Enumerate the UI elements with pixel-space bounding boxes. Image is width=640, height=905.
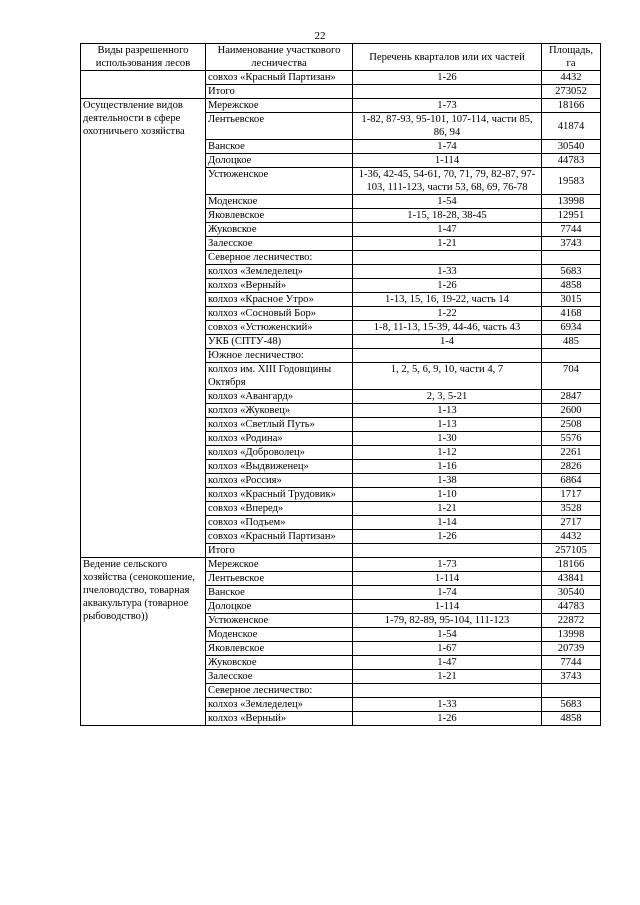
forestry-name-cell: совхоз «Красный Партизан» [206,71,353,85]
area-cell: 2717 [542,516,601,530]
quarters-cell [353,251,542,265]
use-type-cell: Ведение сельского хозяйства (сенокошение, пчеловодство, товарная аквакультура (товарное рыбоводство)) [81,558,206,726]
area-cell: 43841 [542,572,601,586]
quarters-cell: 2, 3, 5-21 [353,390,542,404]
header-quarters: Перечень кварталов или их частей [353,44,542,71]
forestry-name-cell: Итого [206,85,353,99]
area-cell: 2826 [542,460,601,474]
quarters-cell [353,684,542,698]
header-use-type: Виды разрешенного использования лесов [81,44,206,71]
header-area: Площадь, га [542,44,601,71]
forestry-name-cell: Долоцкое [206,154,353,168]
quarters-cell: 1-21 [353,502,542,516]
page-number: 22 [314,30,326,42]
area-cell: 485 [542,335,601,349]
area-cell: 44783 [542,154,601,168]
quarters-cell: 1-26 [353,530,542,544]
forestry-name-cell: Мережское [206,99,353,113]
area-cell: 4432 [542,530,601,544]
forestry-name-cell: Мережское [206,558,353,572]
forestry-name-cell: Долоцкое [206,600,353,614]
quarters-cell: 1-74 [353,140,542,154]
area-cell: 5683 [542,698,601,712]
quarters-cell: 1-47 [353,656,542,670]
table-row [81,558,601,572]
quarters-cell: 1-26 [353,712,542,726]
forestry-name-cell: колхоз «Россия» [206,474,353,488]
quarters-cell: 1-22 [353,307,542,321]
table-header-row [81,44,601,71]
quarters-cell: 1-26 [353,71,542,85]
forestry-name-cell: Яковлевское [206,642,353,656]
area-cell: 2600 [542,404,601,418]
quarters-cell: 1-13 [353,404,542,418]
quarters-cell: 1-30 [353,432,542,446]
forestry-name-cell: Моденское [206,195,353,209]
area-cell: 6934 [542,321,601,335]
area-cell: 3528 [542,502,601,516]
forestry-name-cell: колхоз «Родина» [206,432,353,446]
forestry-name-cell: Северное лесничество: [206,251,353,265]
forestry-name-cell: Яковлевское [206,209,353,223]
quarters-cell: 1-14 [353,516,542,530]
area-cell: 3015 [542,293,601,307]
area-cell: 1717 [542,488,601,502]
quarters-cell: 1-10 [353,488,542,502]
forestry-name-cell: совхоз «Красный Партизан» [206,530,353,544]
quarters-cell: 1-54 [353,628,542,642]
quarters-cell [353,544,542,558]
forestry-name-cell: Ванское [206,586,353,600]
area-cell: 6864 [542,474,601,488]
forestry-name-cell: колхоз «Жуковец» [206,404,353,418]
forestry-name-cell: колхоз «Верный» [206,712,353,726]
quarters-cell: 1-16 [353,460,542,474]
forestry-name-cell: Жуковское [206,223,353,237]
quarters-cell: 1-21 [353,670,542,684]
area-cell: 19583 [542,168,601,195]
area-cell: 2847 [542,390,601,404]
area-cell: 5683 [542,265,601,279]
quarters-cell: 1-33 [353,265,542,279]
quarters-cell: 1, 2, 5, 6, 9, 10, части 4, 7 [353,363,542,390]
area-cell: 2261 [542,446,601,460]
quarters-cell: 1-74 [353,586,542,600]
forestry-name-cell: Устюженское [206,614,353,628]
area-cell: 4858 [542,279,601,293]
area-cell: 18166 [542,558,601,572]
forest-use-table [80,43,601,726]
table-body [81,71,601,726]
forestry-name-cell: УКБ (СПТУ-48) [206,335,353,349]
area-cell: 4168 [542,307,601,321]
quarters-cell: 1-54 [353,195,542,209]
quarters-cell: 1-79, 82-89, 95-104, 111-123 [353,614,542,628]
area-cell: 13998 [542,628,601,642]
quarters-cell: 1-13, 15, 16, 19-22, часть 14 [353,293,542,307]
quarters-cell: 1-12 [353,446,542,460]
area-cell: 22872 [542,614,601,628]
quarters-cell: 1-114 [353,572,542,586]
forestry-name-cell: колхоз «Красное Утро» [206,293,353,307]
quarters-cell: 1-47 [353,223,542,237]
quarters-cell: 1-21 [353,237,542,251]
quarters-cell: 1-38 [353,474,542,488]
quarters-cell: 1-82, 87-93, 95-101, 107-114, части 85, 86, 94 [353,113,542,140]
forestry-name-cell: совхоз «Устюженский» [206,321,353,335]
forestry-name-cell: колхоз «Красный Трудовик» [206,488,353,502]
forestry-name-cell: колхоз «Авангард» [206,390,353,404]
table-row [81,71,601,85]
forestry-name-cell: Залесское [206,237,353,251]
area-cell [542,251,601,265]
quarters-cell: 1-73 [353,558,542,572]
area-cell: 257105 [542,544,601,558]
use-type-cell: Осуществление видов деятельности в сфере охотничьего хозяйства [81,99,206,558]
forestry-name-cell: колхоз «Земледелец» [206,698,353,712]
area-cell: 4432 [542,71,601,85]
forestry-name-cell: Устюженское [206,168,353,195]
forestry-name-cell: колхоз «Сосновый Бор» [206,307,353,321]
forestry-name-cell: совхоз «Вперед» [206,502,353,516]
forestry-name-cell: Жуковское [206,656,353,670]
quarters-cell [353,349,542,363]
area-cell: 13998 [542,195,601,209]
area-cell: 3743 [542,670,601,684]
forestry-name-cell: колхоз «Выдвиженец» [206,460,353,474]
quarters-cell: 1-114 [353,600,542,614]
area-cell: 4858 [542,712,601,726]
header-forestry-name: Наименование участкового лесничества [206,44,353,71]
forestry-name-cell: Итого [206,544,353,558]
quarters-cell: 1-4 [353,335,542,349]
area-cell: 30540 [542,140,601,154]
forestry-name-cell: совхоз «Подъем» [206,516,353,530]
area-cell: 2508 [542,418,601,432]
area-cell: 41874 [542,113,601,140]
area-cell: 5576 [542,432,601,446]
forestry-name-cell: Залесское [206,670,353,684]
quarters-cell: 1-26 [353,279,542,293]
forestry-name-cell: Ванское [206,140,353,154]
area-cell: 44783 [542,600,601,614]
quarters-cell: 1-33 [353,698,542,712]
table-row [81,99,601,113]
forestry-name-cell: колхоз им. XIII Годовщины Октября [206,363,353,390]
quarters-cell: 1-36, 42-45, 54-61, 70, 71, 79, 82-87, 97-103, 111-123, части 53, 68, 69, 76-78 [353,168,542,195]
area-cell: 18166 [542,99,601,113]
forestry-name-cell: Моденское [206,628,353,642]
area-cell: 7744 [542,223,601,237]
area-cell: 273052 [542,85,601,99]
quarters-cell: 1-13 [353,418,542,432]
area-cell: 20739 [542,642,601,656]
area-cell [542,349,601,363]
area-cell: 30540 [542,586,601,600]
forestry-name-cell: колхоз «Земледелец» [206,265,353,279]
area-cell: 704 [542,363,601,390]
area-cell: 3743 [542,237,601,251]
forestry-name-cell: Лентьевское [206,113,353,140]
quarters-cell: 1-8, 11-13, 15-39, 44-46, часть 43 [353,321,542,335]
forestry-name-cell: колхоз «Верный» [206,279,353,293]
area-cell: 12951 [542,209,601,223]
quarters-cell: 1-73 [353,99,542,113]
forestry-name-cell: Южное лесничество: [206,349,353,363]
quarters-cell: 1-114 [353,154,542,168]
quarters-cell: 1-67 [353,642,542,656]
quarters-cell [353,85,542,99]
area-cell: 7744 [542,656,601,670]
area-cell [542,684,601,698]
forestry-name-cell: Лентьевское [206,572,353,586]
use-type-cell [81,71,206,99]
forestry-name-cell: колхоз «Светлый Путь» [206,418,353,432]
forestry-name-cell: Северное лесничество: [206,684,353,698]
quarters-cell: 1-15, 18-28, 38-45 [353,209,542,223]
forestry-name-cell: колхоз «Доброволец» [206,446,353,460]
